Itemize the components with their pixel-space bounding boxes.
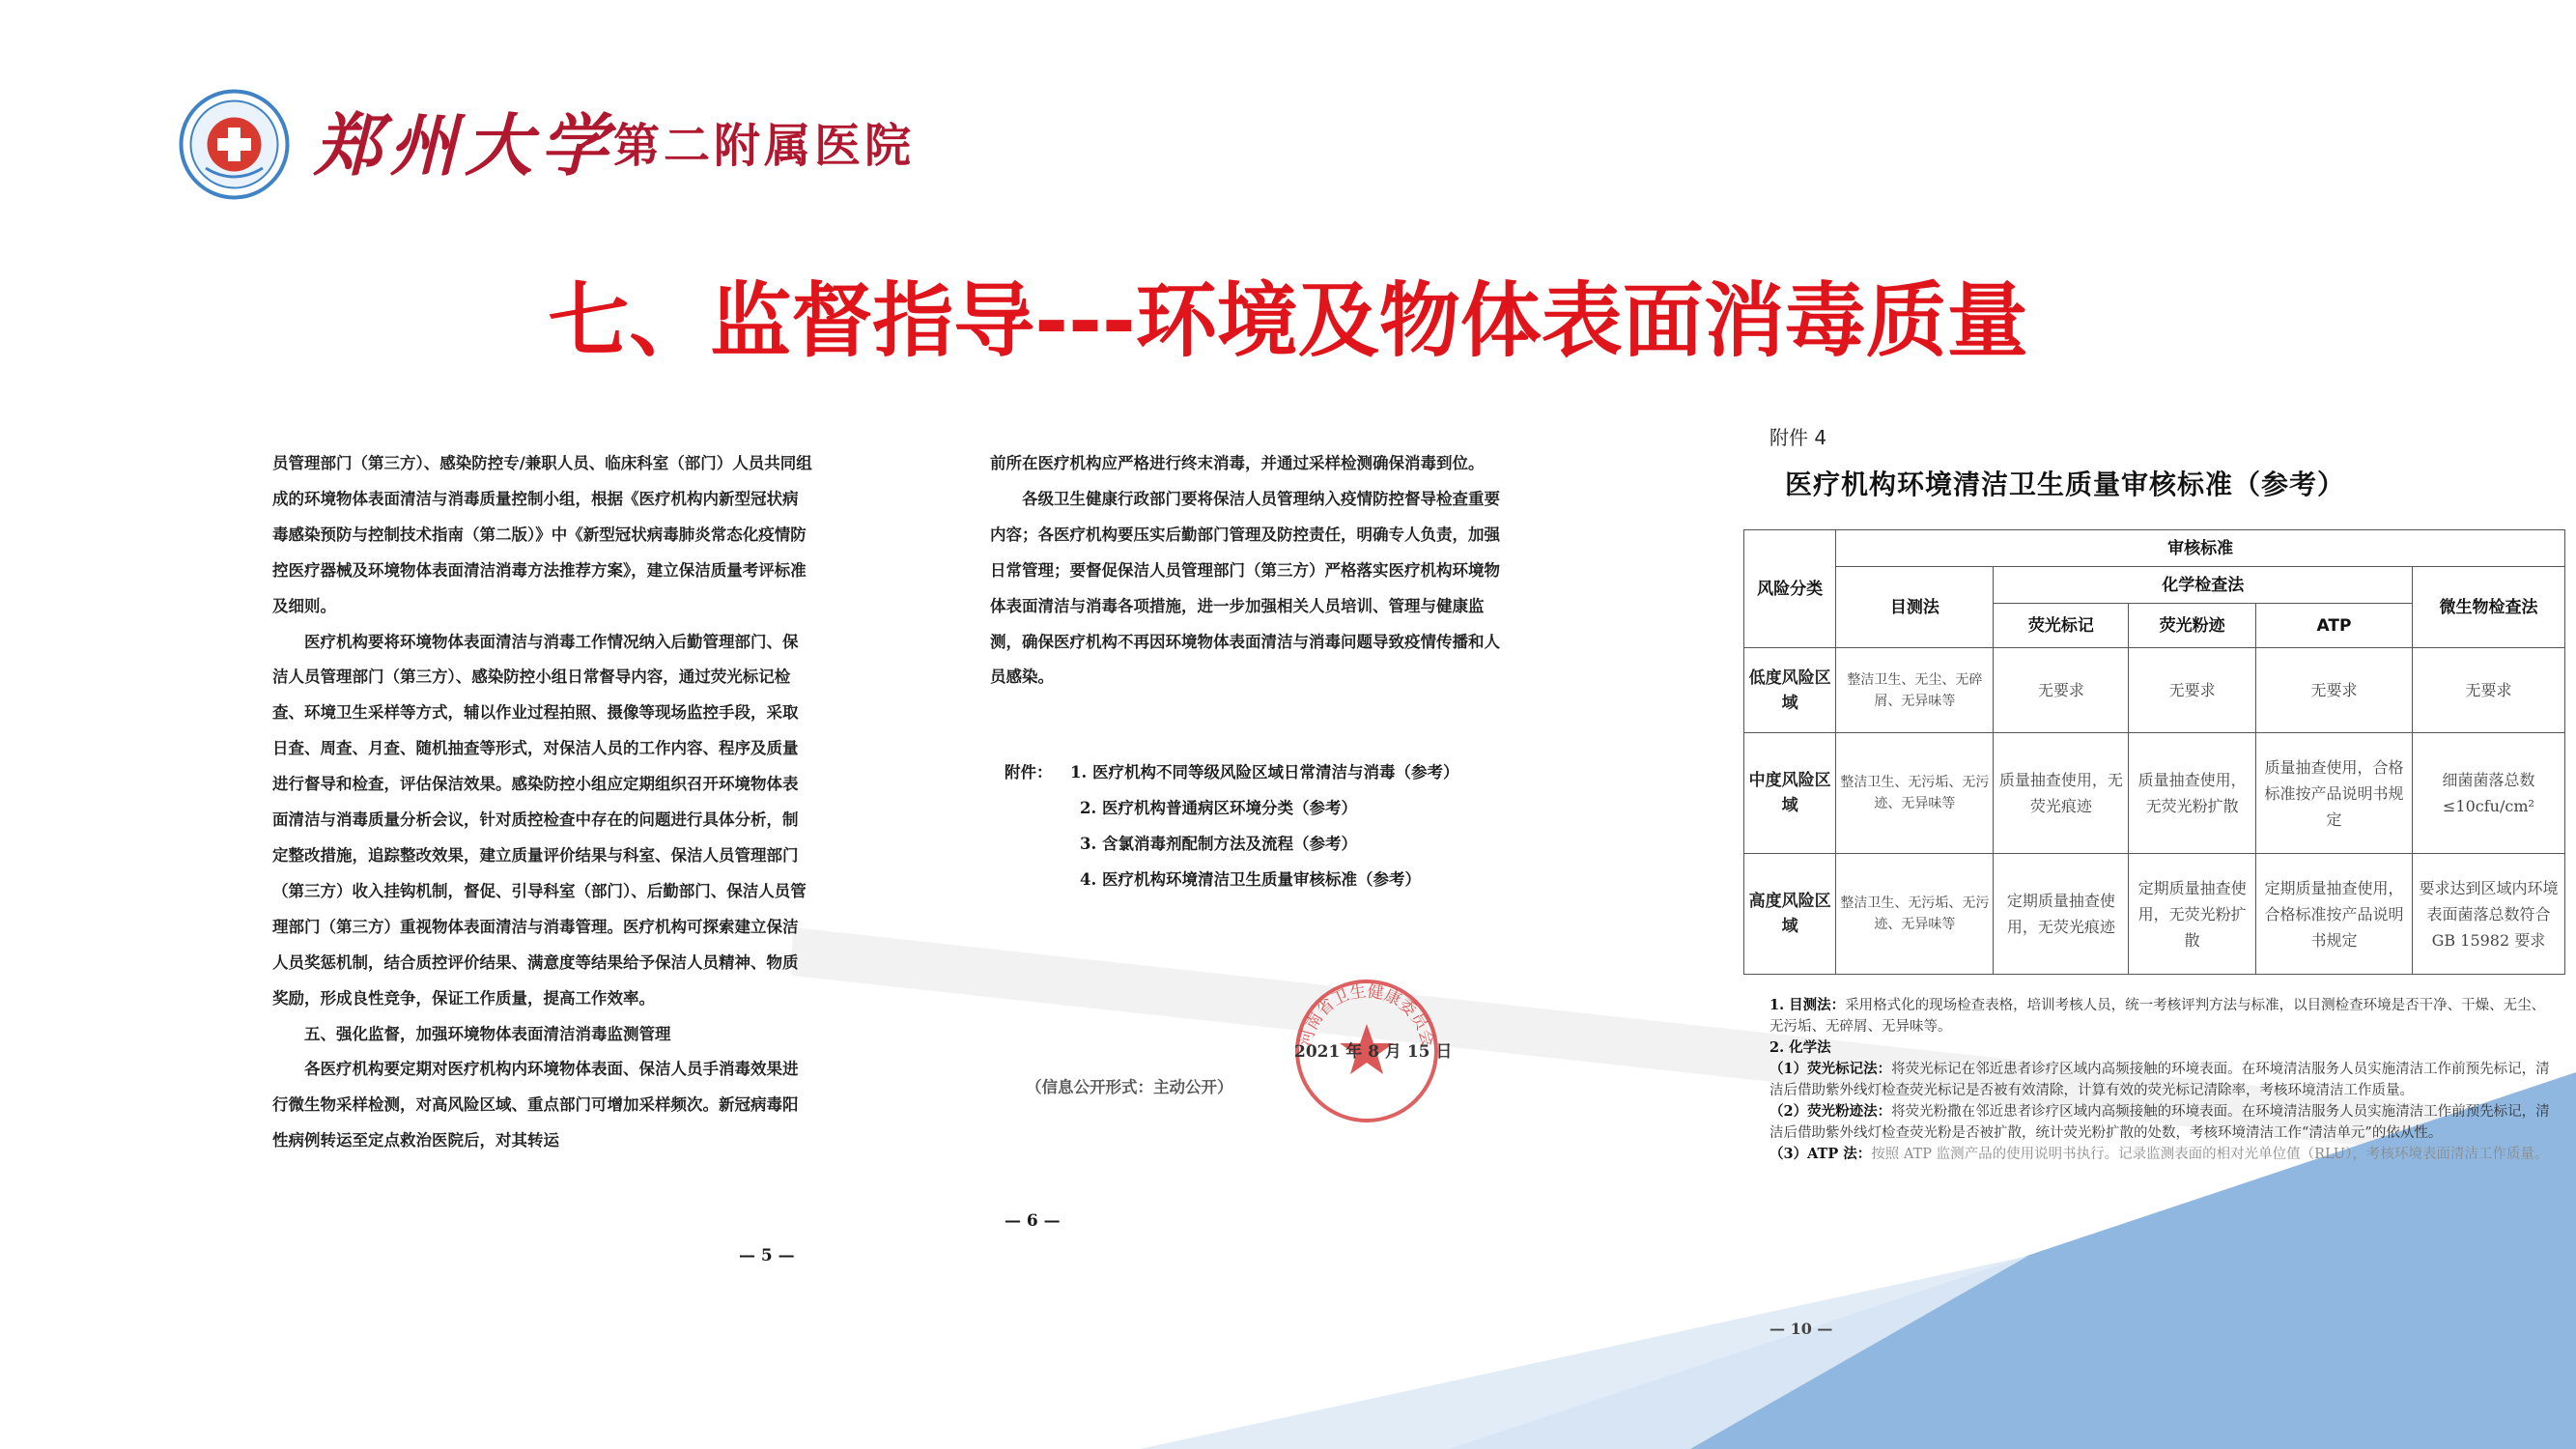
seal-text: 河南省卫生健康委员会 <box>1296 981 1437 1049</box>
table-row <box>1744 854 2565 975</box>
mark-cell: 无要求 <box>1994 648 2129 733</box>
attachment-item: 4. 医疗机构环境清洁卫生质量审核标准（参考） <box>1080 869 1421 889</box>
attachments-list <box>1005 755 1526 898</box>
note-2-heading: 2. 化学法 <box>1769 1039 1831 1056</box>
note-label: （1）荧光标记法： <box>1769 1061 1892 1077</box>
attachment-item: 2. 医疗机构普通病区环境分类（参考） <box>1080 798 1357 817</box>
annex-title: 医疗机构环境清洁卫生质量审核标准（参考） <box>1785 469 2346 500</box>
header-micro: 微生物检查法 <box>2412 567 2564 648</box>
header-fluor-mark: 荧光标记 <box>1994 604 2129 648</box>
header-chem: 化学检查法 <box>1994 567 2412 604</box>
visual-cell: 整洁卫生、无污垢、无污迹、无异味等 <box>1836 733 1994 854</box>
hospital-name: 第二附属医院 <box>613 119 916 173</box>
table-notes <box>1769 995 2550 1165</box>
attachment-item: 3. 含氯消毒剂配制方法及流程（参考） <box>1080 834 1357 853</box>
note-text: 采用格式化的现场检查表格，培训考核人员，统一考核评判方法与标准，以目测检查环境是否干净、干燥、无尘、无污垢、无碎屑、无异味等。 <box>1769 998 2546 1035</box>
powder-cell: 无要求 <box>2129 648 2256 733</box>
note-2c <box>1769 1144 2550 1165</box>
annex-number: 附件 4 <box>1769 426 1827 449</box>
hospital-logo <box>179 89 290 200</box>
risk-cell: 低度风险区域 <box>1744 648 1836 733</box>
document-page-6 <box>990 446 1512 696</box>
paragraph: 各医疗机构要定期对医疗机构内环境物体表面、保洁人员手消毒效果进行微生物采样检测，对高风险区域、重点部门可增加采样频次。新冠病毒阳性病例转运至定点救治医院后，对其转运 <box>272 1060 799 1151</box>
paragraph: 医疗机构要将环境物体表面清洁与消毒工作情况纳入后勤管理部门、保洁人员管理部门（第三方）、感染防控小组日常督导内容，通过荧光标记检查、环境卫生采样等方式，辅以作业过程拍照、摄像等现场监控手段，采取日查、周查、月查、随机抽查等形式，对保洁人员的工作内容、程序及质量进行督导和检查，评估保洁效果。感染防控小组应定期组织召开环境物体表面清洁与消毒质量分析会议，针对质控检查中存在的问题进行具体分析，制定整改措施，追踪整改效果，建立质量评价结果与科室、保洁人员管理部门（第三方）收入挂钩机制，督促、引导科室（部门）、后勤部门、保洁人员管理部门（第三方）重视物体表面清洁与消毒管理。医疗机构可探索建立保洁人员奖惩机制，结合质控评价结果、满意度等结果给予保洁人员精神、物质奖励，形成良性竞争，保证工作质量，提高工作效率。 <box>272 632 807 1008</box>
attachments-label: 附件： <box>1005 763 1053 781</box>
note-label: （2）荧光粉迹法： <box>1769 1103 1892 1120</box>
note-2b <box>1769 1101 2550 1144</box>
table-header-row <box>1744 530 2565 567</box>
paragraph: 前所在医疗机构应严格进行终末消毒，并通过采样检测确保消毒到位。 <box>990 454 1485 472</box>
powder-cell: 定期质量抽查使用，无荧光粉扩散 <box>2129 854 2256 975</box>
micro-cell: 要求达到区域内环境表面菌落总数符合GB 15982 要求 <box>2412 854 2564 975</box>
micro-cell: 细菌菌落总数≤10cfu/cm² <box>2412 733 2564 854</box>
risk-cell: 中度风险区域 <box>1744 733 1836 854</box>
visual-cell: 整洁卫生、无污垢、无污迹、无异味等 <box>1836 854 1994 975</box>
page-number-10: — 10 — <box>1769 1320 1833 1338</box>
atp-cell: 定期质量抽查使用，合格标准按产品说明书规定 <box>2256 854 2413 975</box>
note-label: （3）ATP 法： <box>1769 1146 1872 1162</box>
slide-title: 七、监督指导---环境及物体表面消毒质量 <box>548 273 2028 368</box>
section-heading: 五、强化监督，加强环境物体表面清洁消毒监测管理 <box>304 1024 671 1043</box>
header-visual: 目测法 <box>1836 567 1994 648</box>
info-public-note: （信息公开形式：主动公开） <box>1026 1078 1233 1096</box>
header-atp: ATP <box>2256 604 2413 648</box>
note-1 <box>1769 995 2550 1037</box>
visual-cell: 整洁卫生、无尘、无碎屑、无异味等 <box>1836 648 1994 733</box>
note-label: 1. 目测法： <box>1769 997 1846 1013</box>
atp-cell: 质量抽查使用，合格标准按产品说明书规定 <box>2256 733 2413 854</box>
attachment-item: 1. 医疗机构不同等级风险区域日常清洁与消毒（参考） <box>1070 763 1459 781</box>
note-text: 将荧光标记在邻近患者诊疗区域内高频接触的环境表面。在环境清洁服务人员实施清洁工作前预先标记，清洁后借助紫外线灯检查荧光标记是否被有效清除，计算有效的荧光标记清除率，考核环境清洁工作质量。 <box>1769 1062 2550 1098</box>
paragraph: 员管理部门（第三方）、感染防控专/兼职人员、临床科室（部门）人员共同组成的环境物体表面清洁与消毒质量控制小组，根据《医疗机构内新型冠状病毒感染预防与控制技术指南（第二版）》中《新型冠状病毒肺炎常态化疫情防控医疗器械及环境物体表面清洁消毒方法推荐方案》，建立保洁质量考评标准及细则。 <box>272 454 812 615</box>
note-2a <box>1769 1059 2550 1101</box>
university-name: 郑州大学 <box>314 105 615 185</box>
mark-cell: 质量抽查使用，无荧光痕迹 <box>1994 733 2129 854</box>
table-row <box>1744 648 2565 733</box>
atp-cell: 无要求 <box>2256 648 2413 733</box>
header-audit: 审核标准 <box>1836 530 2565 567</box>
note-text: 按照 ATP 监测产品的使用说明书执行。记录监测表面的相对光单位值（RLU），考核环境表面清洁工作质量。 <box>1871 1147 2549 1162</box>
quality-standard-table <box>1743 529 2565 975</box>
issue-date: 2021 年 8 月 15 日 <box>1294 1042 1453 1062</box>
micro-cell: 无要求 <box>2412 648 2564 733</box>
page-number-6: — 6 — <box>1005 1211 1061 1231</box>
note-text: 将荧光粉撒在邻近患者诊疗区域内高频接触的环境表面。在环境清洁服务人员实施清洁工作前预先标记，清洁后借助紫外线灯检查荧光粉是否被扩散，统计荧光粉扩散的处数，考核环境清洁工作“清洁单元”的依从性。 <box>1769 1104 2550 1141</box>
header-fluor-powder: 荧光粉迹 <box>2129 604 2256 648</box>
header-risk: 风险分类 <box>1744 530 1836 648</box>
table-row <box>1744 733 2565 854</box>
paragraph: 各级卫生健康行政部门要将保洁人员管理纳入疫情防控督导检查重要内容；各医疗机构要压实后勤部门管理及防控责任，明确专人负责，加强日常管理；要督促保洁人员管理部门（第三方）严格落实医疗机构环境物体表面清洁与消毒各项措施，进一步加强相关人员培训、管理与健康监测，确保医疗机构不再因环境物体表面清洁与消毒问题导致疫情传播和人员感染。 <box>990 489 1500 687</box>
mark-cell: 定期质量抽查使用，无荧光痕迹 <box>1994 854 2129 975</box>
table-header-row <box>1744 567 2565 604</box>
powder-cell: 质量抽查使用，无荧光粉扩散 <box>2129 733 2256 854</box>
risk-cell: 高度风险区域 <box>1744 854 1836 975</box>
page-number-5: — 5 — <box>739 1246 795 1265</box>
document-page-5 <box>272 446 813 1159</box>
